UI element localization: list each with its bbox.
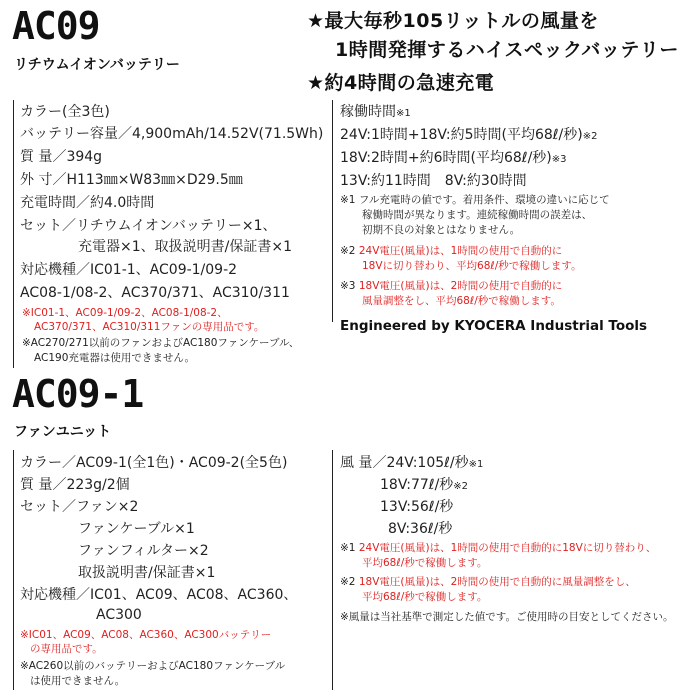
airflow-18v-text: 18V:77ℓ/秒 — [380, 477, 454, 493]
runtime-title — [340, 103, 411, 123]
airflow-note-1-mark: ※1 — [340, 542, 356, 554]
airflow-24v-mark: ※1 — [468, 459, 484, 470]
airflow-note-1-line-2: 平均68ℓ/秒で稼働します。 — [362, 557, 488, 569]
battery-spec-divider — [13, 100, 14, 368]
battery-spec-dimensions: 外 寸／H113㎜×W83㎜×D29.5㎜ — [20, 172, 243, 188]
runtime-note-1-mark: ※1 — [340, 194, 356, 206]
airflow-24v-text: 風 量／24V:105ℓ/秒 — [340, 455, 469, 471]
battery-spec-set-cont: 充電器×1、取扱説明書/保証書×1 — [78, 239, 292, 255]
runtime-title-text: 稼働時間 — [340, 104, 396, 120]
battery-spec-compatible: 対応機種／IC01-1、AC09-1/09-2 — [20, 262, 238, 278]
battery-model-title: AC09 — [12, 4, 100, 48]
engineered-by-credit: Engineered by KYOCERA Industrial Tools — [340, 318, 648, 334]
runtime-note-3-mark: ※3 — [340, 280, 356, 292]
battery-spec-capacity: バッテリー容量／4,900mAh/14.52V(71.5Wh) — [20, 126, 324, 142]
airflow-note-2-line-1: 18V電圧(風量)は、2時間の使用で自動的に風量調整をし、 — [358, 576, 636, 588]
fan-spec-set-cable: ファンケーブル×1 — [78, 521, 195, 537]
airflow-18v — [380, 476, 468, 496]
fan-spec-compatible-cont: AC300 — [96, 607, 142, 623]
runtime-note-1-line-3: 初期不良の対象とはなりません。 — [362, 224, 521, 236]
runtime-note-3-line-2: 風量調整をし、平均68ℓ/秒で稼働します。 — [362, 295, 561, 307]
battery-spec-compatible-cont: AC08-1/08-2、AC370/371、AC310/311 — [20, 285, 290, 301]
battery-subtitle: リチウムイオンバッテリー — [14, 57, 180, 73]
runtime-note-2-mark: ※2 — [340, 245, 356, 257]
headline-line-2: 1時間発揮するハイスペックバッテリー — [335, 39, 679, 61]
fan-spec-divider — [13, 450, 14, 690]
airflow-note-2-line-2: 平均68ℓ/秒で稼働します。 — [362, 591, 488, 603]
fan-spec-color: カラー／AC09-1(全1色)・AC09-2(全5色) — [20, 455, 288, 471]
runtime-18v-text: 18V:2時間+約6時間(平均68ℓ/秒) — [340, 150, 552, 166]
battery-spec-charge-time: 充電時間／約4.0時間 — [20, 195, 155, 211]
airflow-footnote: ※風量は当社基準で測定した値です。ご使用時の目安としてください。 — [340, 611, 674, 623]
airflow-note-2 — [340, 575, 636, 590]
headline-line-3: ★約4時間の急速充電 — [307, 72, 495, 94]
runtime-note-1 — [340, 193, 610, 208]
battery-note-red-1: ※IC01-1、AC09-1/09-2、AC08-1/08-2、 — [22, 307, 228, 319]
airflow-note-1-line-1: 24V電圧(風量)は、1時間の使用で自動的に18Vに切り替わり、 — [358, 542, 657, 554]
headline-line-1: ★最大毎秒105リットルの風量を — [307, 10, 599, 32]
airflow-24v — [340, 454, 483, 474]
fan-note-red-2: の専用品です。 — [30, 643, 103, 655]
airflow-8v: 8V:36ℓ/秒 — [388, 521, 453, 537]
airflow-13v: 13V:56ℓ/秒 — [380, 499, 454, 515]
airflow-note-1 — [340, 541, 656, 556]
fan-spec-weight: 質 量／223g/2個 — [20, 477, 130, 493]
runtime-24v-mark: ※2 — [582, 131, 598, 142]
battery-spec-color: カラー(全3色) — [20, 104, 110, 120]
runtime-line-18v — [340, 149, 567, 169]
battery-note-2: AC190充電器は使用できません。 — [34, 352, 196, 364]
battery-note-1: ※AC270/271以前のファンおよびAC180ファンケーブル、 — [22, 337, 300, 349]
battery-note-red-2: AC370/371、AC310/311ファンの専用品です。 — [34, 321, 265, 333]
runtime-line-24v — [340, 126, 597, 146]
runtime-note-2-line-2: 18Vに切り替わり、平均68ℓ/秒で稼働します。 — [362, 260, 582, 272]
runtime-13v-text: 13V:約11時間 8V:約30時間 — [340, 173, 527, 189]
fan-spec-compatible: 対応機種／IC01、AC09、AC08、AC360、 — [20, 587, 298, 603]
runtime-note-2-line-1: 24V電圧(風量)は、1時間の使用で自動的に — [358, 245, 563, 257]
runtime-24v-text: 24V:1時間+18V:約5時間(平均68ℓ/秒) — [340, 127, 583, 143]
battery-spec-weight: 質 量／394g — [20, 149, 103, 165]
runtime-line-13v — [340, 172, 527, 191]
fan-note-1: ※AC260以前のバッテリーおよびAC180ファンケーブル — [20, 660, 286, 672]
runtime-note-2 — [340, 244, 562, 259]
fan-airflow-divider — [332, 450, 333, 690]
runtime-note-1-line-2: 稼働時間が異なります。連続稼働時間の誤差は、 — [362, 209, 593, 221]
fan-model-title: AC09-1 — [12, 372, 144, 416]
runtime-note-3-line-1: 18V電圧(風量)は、2時間の使用で自動的に — [358, 280, 563, 292]
fan-spec-set-filter: ファンフィルター×2 — [78, 543, 209, 559]
runtime-18v-mark: ※3 — [551, 154, 567, 165]
fan-spec-set: セット／ファン×2 — [20, 499, 139, 515]
runtime-note-1-line-1: フル充電時の値です。着用条件、環境の違いに応じて — [358, 194, 610, 206]
runtime-title-mark: ※1 — [396, 108, 411, 119]
fan-note-red-1: ※IC01、AC09、AC08、AC360、AC300バッテリー — [20, 629, 272, 641]
battery-runtime-divider — [332, 100, 333, 322]
fan-subtitle: ファンユニット — [14, 424, 112, 440]
fan-spec-set-manual: 取扱説明書/保証書×1 — [78, 565, 216, 581]
airflow-18v-mark: ※2 — [453, 481, 469, 492]
battery-spec-set: セット／リチウムイオンバッテリー×1、 — [20, 218, 277, 234]
airflow-note-2-mark: ※2 — [340, 576, 356, 588]
fan-note-2: は使用できません。 — [30, 675, 126, 687]
runtime-note-3 — [340, 279, 562, 294]
